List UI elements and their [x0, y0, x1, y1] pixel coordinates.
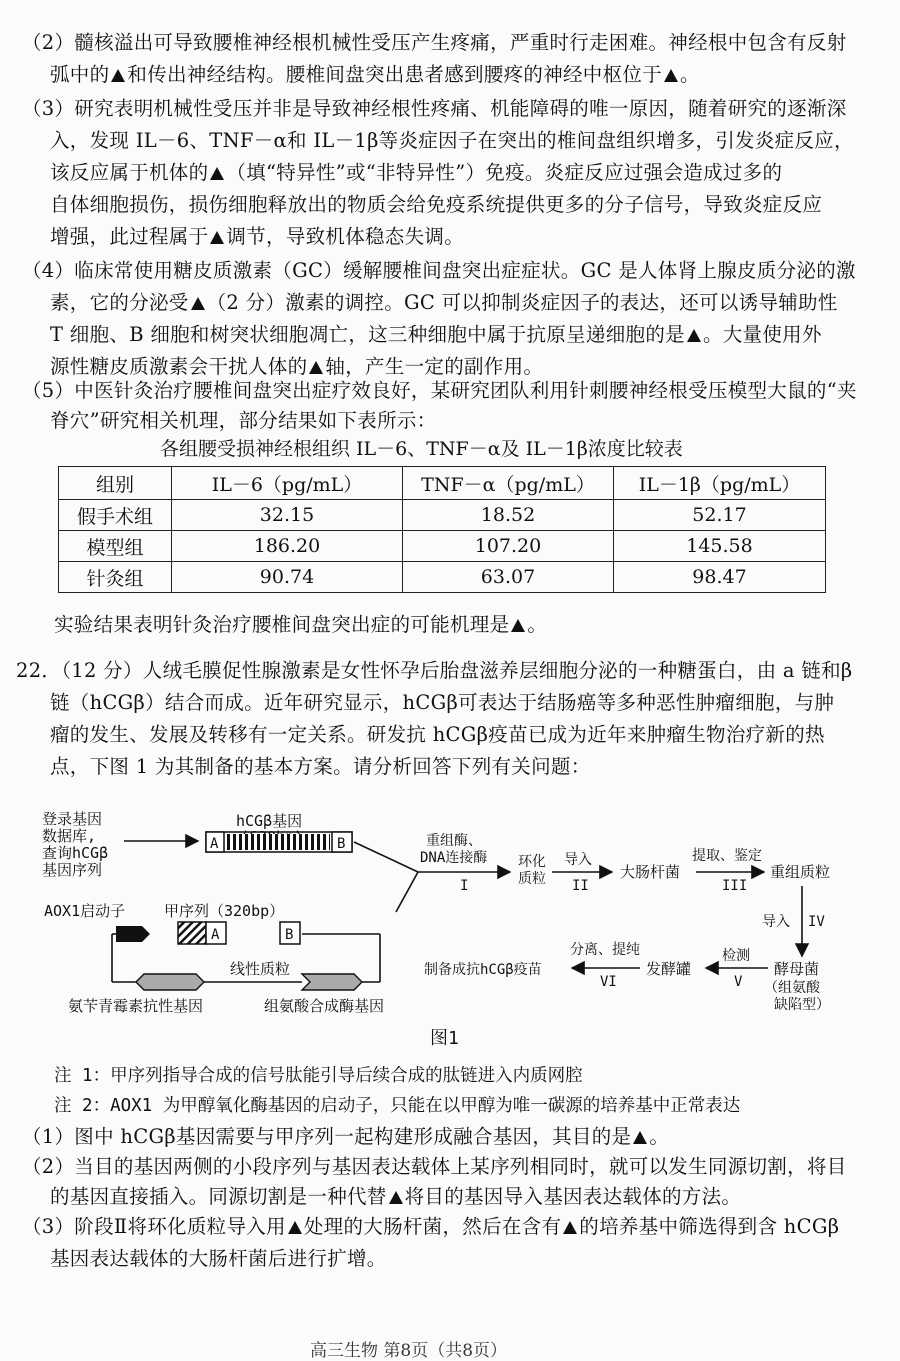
table-caption: 各组腰受损神经根组织 IL－6、TNF－α及 IL－1β浓度比较表 [160, 438, 683, 460]
gene-label: 组氨酸合成酶基因 [264, 997, 385, 1015]
q22-line-1: 22．（12 分）人绒毛膜促性腺激素是女性怀孕后胎盘滋养层细胞分泌的一种糖蛋白，由 a 链和β [16, 659, 853, 682]
table-cell: 52.17 [614, 500, 826, 531]
box-b-label: B [337, 836, 346, 852]
node-label: 环化 [518, 854, 546, 870]
q3-line-4: 自体细胞损伤，损伤细胞释放出的物质会给免疫系统提供更多的分子信号，导致炎症反应 [50, 193, 823, 216]
connector-line [354, 842, 418, 872]
answer-blank-icon [687, 329, 701, 342]
step-label: 导入 [762, 914, 790, 930]
sub-q2-line-2: 的基因直接插入。同源切割是一种代替 将目的基因导入基因表达载体的方法。 [50, 1185, 742, 1208]
q5-line-1: （5）中医针灸治疗腰椎间盘突出症疗效良好，某研究团队利用针刺腰神经根受压模型大鼠的“夹 [22, 379, 857, 402]
step-label: 重组酶、 [426, 833, 482, 849]
answer-blank-icon [210, 167, 224, 180]
table-row [59, 500, 826, 531]
answer-blank-icon [664, 69, 678, 82]
box-a-label: A [210, 836, 219, 852]
node-label: 缺陷型） [774, 997, 830, 1013]
table-header-row [59, 467, 826, 500]
node-label: 大肠杆菌 [620, 863, 681, 881]
note-2: 注 2：AOX1 为甲醇氧化酶基因的启动子，只能在以甲醇为唯一碳源的培养基中正常表达 [54, 1096, 741, 1116]
node-label: 质粒 [518, 871, 546, 887]
aox1-promoter-arrow [116, 926, 150, 942]
table-header-cell: TNF－α（pg/mL） [403, 467, 614, 500]
note-1: 注 1：甲序列指导合成的信号肽能引导后续合成的肽链进入内质网腔 [54, 1066, 583, 1086]
table-cell: 186.20 [172, 531, 403, 562]
table-header-cell: IL－1β（pg/mL） [614, 467, 826, 500]
gene-label: hCGβ基因 [236, 812, 303, 830]
sequence-label: 甲序列（320bp） [164, 902, 285, 920]
q22-line-3: 瘤的发生、发展及转移有一定关系。研发抗 hCGβ疫苗已成为近年来肿瘤生物治疗新的热 [50, 723, 825, 746]
answer-blank-icon [511, 619, 525, 632]
q3-line-2: 入，发现 IL－6、TNF－α和 IL－1β等炎症因子在突出的椎间盘组织增多，引发炎症反应， [50, 129, 854, 152]
table-cell: 63.07 [403, 562, 614, 593]
q4-line-4: 源性糖皮质激素会干扰人体的 轴，产生一定的副作用。 [50, 355, 544, 378]
answer-blank-icon [563, 1221, 577, 1234]
database-label: 基因序列 [42, 861, 103, 879]
q22-line-4: 点，下图 1 为其制备的基本方案。请分析回答下列有关问题： [50, 755, 591, 778]
figure-label: 图1 [430, 1028, 459, 1049]
sub-q1: （1）图中 hCGβ基因需要与甲序列一起构建形成融合基因，其目的是 。 [22, 1125, 670, 1148]
table-row [59, 562, 826, 593]
q5-line-2: 脊穴”研究相关机理，部分结果如下表所示： [50, 409, 437, 432]
gene-label: 氨苄青霉素抗性基因 [68, 997, 204, 1015]
sub-q2-line-1: （2）当目的基因两侧的小段序列与基因表达载体上某序列相同时，就可以发生同源切割，将目 [22, 1155, 847, 1178]
node-label: （组氨酸 [764, 980, 820, 996]
step-label: 分离、提纯 [570, 942, 640, 958]
box-a-label: A [211, 927, 220, 943]
box-b-label: B [285, 927, 294, 943]
node-label: 制备成抗hCGβ疫苗 [424, 962, 542, 978]
step-number: VI [600, 974, 617, 990]
database-label: 查询hCGβ [42, 844, 109, 862]
table-cell: 模型组 [59, 531, 172, 562]
step-label: 检测 [722, 948, 750, 964]
answer-blank-icon [191, 297, 205, 310]
sub-q3-line-2: 基因表达载体的大肠杆菌后进行扩增。 [50, 1247, 387, 1270]
q2-line-2: 弧中的 和传出神经结构。腰椎间盘突出患者感到腰疼的神经中枢位于 。 [50, 63, 700, 86]
q22-line-2: 链（hCGβ）结合而成。近年研究显示，hCGβ可表达于结肠癌等多种恶性肿瘤细胞，与肿 [50, 691, 835, 714]
answer-blank-icon [389, 1191, 403, 1204]
q4-line-3: T 细胞、B 细胞和树突状细胞凋亡，这三种细胞中属于抗原呈递细胞的是 。大量使用外 [50, 323, 822, 346]
table-cell: 假手术组 [59, 500, 172, 531]
promoter-label: AOX1启动子 [44, 902, 126, 920]
figure-1-diagram [40, 810, 860, 1060]
q3-line-3: 该反应属于机体的 （填“特异性”或“非特异性”）免疫。炎症反应过强会造成过多的 [50, 161, 783, 184]
table-cell: 针灸组 [59, 562, 172, 593]
ampicillin-resistance-gene [136, 974, 204, 990]
answer-blank-icon [633, 1131, 647, 1144]
table-cell: 32.15 [172, 500, 403, 531]
table-cell: 18.52 [403, 500, 614, 531]
step-number: IV [808, 914, 825, 930]
gene-stripes [226, 834, 330, 850]
q3-line-5: 增强，此过程属于 调节，导致机体稳态失调。 [50, 225, 465, 248]
plasmid-label: 线性质粒 [230, 960, 291, 978]
answer-blank-icon [111, 69, 125, 82]
step-number: III [722, 878, 748, 894]
q4-line-2: 素，它的分泌受 （2 分）激素的调控。GC 可以抑制炎症因子的表达，还可以诱导辅助性 [50, 291, 838, 314]
table-cell: 98.47 [614, 562, 826, 593]
connector-line [396, 872, 418, 912]
node-label: 重组质粒 [770, 863, 831, 881]
page-footer: 高三生物 第8页（共8页） [310, 1341, 508, 1361]
node-label: 酵母菌 [774, 960, 820, 978]
sub-q3-line-1: （3）阶段Ⅱ将环化质粒导入用 处理的大肠杆菌，然后在含有 的培养基中筛选得到含 hCGβ [22, 1215, 840, 1238]
step-number: I [460, 878, 469, 894]
node-label: 发酵罐 [646, 960, 692, 978]
step-label: DNA连接酶 [420, 850, 488, 866]
database-label: 数据库, [42, 827, 97, 845]
answer-blank-icon [210, 231, 224, 244]
histidine-synthase-gene [302, 974, 362, 990]
seq-a-box [178, 922, 206, 944]
q4-line-1: （4）临床常使用糖皮质激素（GC）缓解腰椎间盘突出症症状。GC 是人体肾上腺皮质分泌的激 [22, 259, 856, 282]
step-number: II [572, 878, 589, 894]
table-header-cell: IL－6（pg/mL） [172, 467, 403, 500]
step-label: 导入 [564, 852, 592, 868]
answer-blank-icon [309, 361, 323, 374]
step-number: V [734, 974, 743, 990]
cytokine-table [58, 466, 826, 593]
q5-conclusion: 实验结果表明针灸治疗腰椎间盘突出症的可能机理是 。 [54, 613, 548, 636]
database-label: 登录基因 [42, 810, 103, 828]
step-label: 提取、鉴定 [692, 848, 762, 864]
table-cell: 107.20 [403, 531, 614, 562]
q2-line-1: （2）髓核溢出可导致腰椎神经根机械性受压产生疼痛，严重时行走困难。神经根中包含有反射 [22, 31, 847, 54]
table-row [59, 531, 826, 562]
answer-blank-icon [288, 1221, 302, 1234]
table-header-cell: 组别 [59, 467, 172, 500]
q3-line-1: （3）研究表明机械性受压并非是导致神经根性疼痛、机能障碍的唯一原因，随着研究的逐渐深 [22, 97, 847, 120]
table-cell: 90.74 [172, 562, 403, 593]
table-cell: 145.58 [614, 531, 826, 562]
